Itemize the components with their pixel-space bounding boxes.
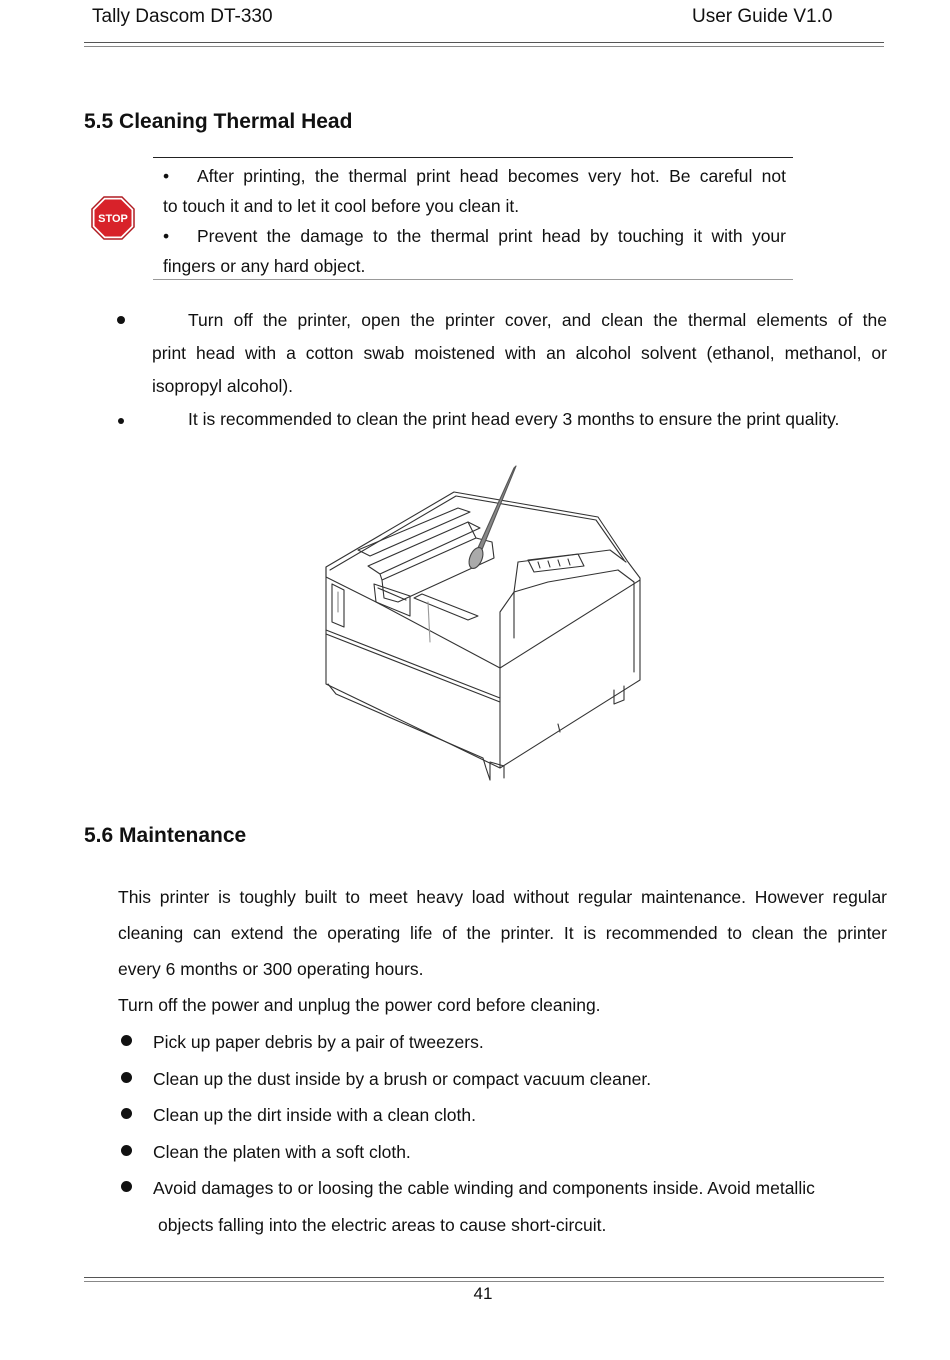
header-rule: [84, 42, 884, 47]
section-title-cleaning: 5.5 Cleaning Thermal Head: [84, 110, 353, 133]
footer-rule: [84, 1277, 884, 1282]
bullet-dot: [121, 1072, 132, 1083]
cleaning-recommendation: It is recommended to clean the print head every 3 months to ensure the print quality.: [188, 409, 840, 429]
bullet-dot: [121, 1035, 132, 1046]
cleaning-step-line: print head with a cotton swab moistened with an alcohol solvent (ethanol, methanol, or: [152, 343, 887, 363]
warning-line: • After printing, the thermal print head becomes very hot. Be careful not: [163, 166, 786, 186]
bullet-dot: [121, 1181, 132, 1192]
stop-sign-icon: [91, 196, 135, 240]
maintenance-item: Clean up the dust inside by a brush or compact vacuum cleaner.: [153, 1069, 652, 1089]
section-title-maintenance: 5.6 Maintenance: [84, 824, 247, 847]
maintenance-item-continuation: objects falling into the electric areas to cause short-circuit.: [158, 1215, 607, 1235]
maintenance-item: Clean up the dirt inside with a clean cloth.: [153, 1105, 476, 1125]
warning-line: • Prevent the damage to the thermal print head by touching it with your: [163, 226, 786, 246]
cleaning-step-line: Turn off the printer, open the printer cover, and clean the thermal elements of the: [188, 310, 887, 330]
maintenance-paragraph-line: every 6 months or 300 operating hours.: [118, 959, 424, 979]
bullet-dot: [118, 418, 124, 424]
cleaning-step-line: isopropyl alcohol).: [152, 376, 294, 396]
warning-line: to touch it and to let it cool before you clean it.: [163, 196, 520, 216]
maintenance-item: Avoid damages to or loosing the cable winding and components inside. Avoid metallic: [153, 1178, 815, 1198]
warning-line: fingers or any hard object.: [163, 256, 366, 276]
maintenance-paragraph-line: This printer is toughly built to meet heavy load without regular maintenance. However regular: [118, 887, 887, 907]
power-off-instruction: Turn off the power and unplug the power cord before cleaning.: [118, 995, 601, 1015]
bullet-dot: [121, 1145, 132, 1156]
page-number: 41: [473, 1284, 493, 1303]
printer-cleaning-illustration: [318, 462, 646, 784]
maintenance-item: Clean the platen with a soft cloth.: [153, 1142, 411, 1162]
maintenance-item: Pick up paper debris by a pair of tweezers.: [153, 1032, 484, 1052]
bullet-dot: [117, 316, 125, 324]
bullet-dot: [121, 1108, 132, 1119]
header-product: Tally Dascom DT-330: [92, 6, 273, 27]
stop-sign-label: STOP: [98, 213, 128, 225]
maintenance-paragraph-line: cleaning can extend the operating life of the printer. It is recommended to clean the printer: [118, 923, 887, 943]
warning-box: [153, 157, 793, 280]
header-guide-version: User Guide V1.0: [692, 6, 833, 27]
